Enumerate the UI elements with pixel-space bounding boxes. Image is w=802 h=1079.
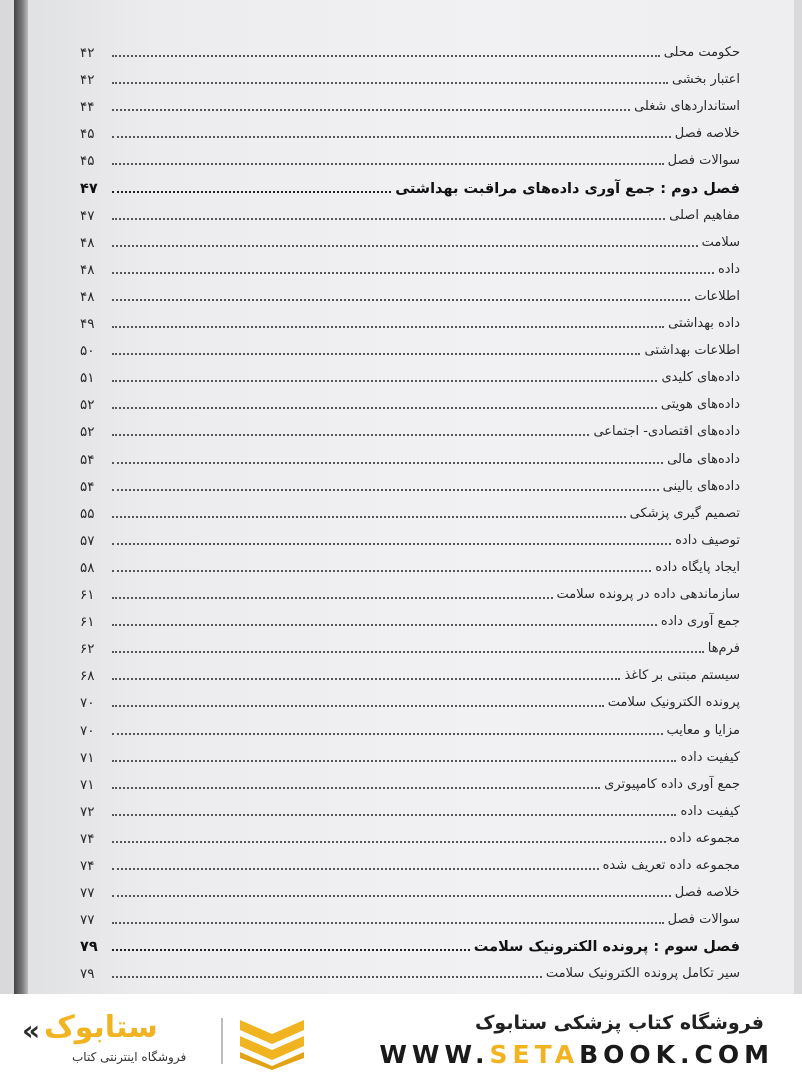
toc-page-number: ۵۴ xyxy=(80,451,95,468)
toc-leader xyxy=(112,515,626,518)
toc-row xyxy=(80,415,744,441)
toc-page-number: ۷۱ xyxy=(80,776,95,793)
toc-title: مجموعه داده تعریف شده xyxy=(602,858,740,873)
toc-row xyxy=(80,957,744,983)
toc-title: مزایا و معایب xyxy=(666,722,740,738)
toc-leader xyxy=(112,190,391,193)
book-stack-icon xyxy=(236,1016,308,1070)
toc-leader xyxy=(112,786,600,789)
toc-page-number: ۵۲ xyxy=(80,424,95,441)
toc-page-number: ۶۱ xyxy=(80,587,95,603)
toc-page-number: ۵۲ xyxy=(80,397,95,414)
store-name: فروشگاه کتاب پزشکی ستابوک xyxy=(474,1012,764,1034)
toc-row xyxy=(80,714,744,740)
toc-row xyxy=(80,822,744,848)
toc-leader xyxy=(112,488,659,491)
toc-leader xyxy=(112,162,664,165)
toc-row xyxy=(80,280,744,306)
toc-page-number: ۴۷ xyxy=(80,207,95,224)
toc-title: اطلاعات بهداشتی xyxy=(644,343,740,359)
toc-row xyxy=(80,361,744,387)
toc-chapter-row xyxy=(80,172,744,198)
toc-row xyxy=(80,334,744,360)
toc-page-number: ۷۱ xyxy=(80,749,95,766)
toc-leader xyxy=(112,325,664,328)
toc-leader xyxy=(112,108,630,111)
toc-title: استانداردهای شغلی xyxy=(634,99,740,115)
toc-title: کیفیت داده xyxy=(680,803,740,819)
toc-leader xyxy=(112,461,663,464)
toc-title: سوالات فصل xyxy=(667,153,740,169)
toc-row xyxy=(80,307,744,333)
toc-leader xyxy=(112,433,589,436)
toc-title: ایجاد پایگاه داده xyxy=(655,559,740,575)
toc-title: فرم‌ها xyxy=(707,641,740,657)
url-accent: SETA xyxy=(489,1040,580,1069)
toc-leader xyxy=(112,379,657,382)
toc-leader xyxy=(112,352,640,355)
toc-leader xyxy=(112,948,470,951)
toc-row xyxy=(80,199,744,225)
logo-text: ستابوک xyxy=(44,1010,158,1045)
toc-page-number: ۴۲ xyxy=(80,45,95,61)
toc-leader xyxy=(112,732,663,735)
toc-row xyxy=(80,226,744,252)
toc-row xyxy=(80,63,744,89)
toc-title: سیستم مبتنی بر کاغذ xyxy=(624,668,740,684)
store-footer xyxy=(0,994,802,1079)
toc-title: فصل سوم : پرونده الکترونیک سلامت xyxy=(473,939,740,956)
toc-row xyxy=(80,470,744,496)
toc-title: جمع آوری داده کامپیوتری xyxy=(604,776,740,792)
page-binding-edge xyxy=(14,0,28,994)
toc-row xyxy=(80,90,744,116)
toc-row xyxy=(80,497,744,523)
toc-row xyxy=(80,36,744,62)
toc-title: جمع آوری داده xyxy=(660,614,740,630)
toc-title: اطلاعات xyxy=(694,288,740,304)
toc-leader xyxy=(112,813,676,816)
toc-leader xyxy=(112,298,690,301)
toc-page-number: ۷۷ xyxy=(80,912,95,929)
toc-page-number: ۷۰ xyxy=(80,722,95,739)
toc-row xyxy=(80,659,744,685)
toc-leader xyxy=(112,704,604,707)
toc-title: مفاهیم اصلی xyxy=(669,207,740,223)
toc-chapter-row xyxy=(80,930,744,956)
toc-page-number: ۷۷ xyxy=(80,885,95,902)
toc-row xyxy=(80,768,744,794)
toc-title: اعتبار بخشی xyxy=(671,72,740,88)
toc-page-number: ۶۸ xyxy=(80,668,95,685)
toc-leader xyxy=(112,867,599,870)
toc-page-number: ۷۰ xyxy=(80,695,95,712)
toc-title: فصل دوم : جمع آوری داده‌های مراقبت بهداشتی xyxy=(395,180,740,197)
toc-row xyxy=(80,741,744,767)
logo-divider xyxy=(221,1018,223,1064)
toc-leader xyxy=(112,569,651,572)
toc-leader xyxy=(112,542,671,545)
toc-leader xyxy=(112,650,704,653)
toc-title: کیفیت داده xyxy=(680,749,740,765)
toc-leader xyxy=(112,244,698,247)
toc-row xyxy=(80,117,744,143)
toc-leader xyxy=(112,975,542,978)
toc-row xyxy=(80,632,744,658)
toc-row xyxy=(80,144,744,170)
toc-page-number: ۵۱ xyxy=(80,370,95,387)
toc-row xyxy=(80,903,744,929)
toc-page-number: ۷۴ xyxy=(80,858,95,874)
toc-title: داده‌های کلیدی xyxy=(661,370,740,386)
toc-page-number: ۷۴ xyxy=(80,830,95,847)
toc-page-number: ۴۸ xyxy=(80,288,95,305)
toc-row xyxy=(80,578,744,604)
toc-row xyxy=(80,443,744,469)
toc-leader xyxy=(112,271,714,274)
toc-row xyxy=(80,253,744,279)
toc-title: سیر تکامل پرونده الکترونیک سلامت xyxy=(545,966,740,982)
toc-page-number: ۷۲ xyxy=(80,803,95,820)
toc-page-number: ۴۵ xyxy=(80,153,95,170)
toc-title: خلاصه فصل xyxy=(674,126,740,142)
toc-row xyxy=(80,849,744,875)
toc-page-number: ۵۴ xyxy=(80,478,95,495)
toc-page-number: ۵۰ xyxy=(80,343,95,360)
toc-leader xyxy=(112,596,553,599)
toc-page-number: ۴۴ xyxy=(80,99,95,116)
toc-page-number: ۵۵ xyxy=(80,505,95,522)
toc-page-number: ۶۲ xyxy=(80,641,95,658)
url-suffix: BOOK.COM xyxy=(579,1040,774,1069)
toc-leader xyxy=(112,840,666,843)
toc-row xyxy=(80,551,744,577)
toc-row xyxy=(80,388,744,414)
store-url[interactable] xyxy=(379,1040,774,1069)
toc-page-number: ۴۸ xyxy=(80,234,95,251)
toc-title: داده‌های بالینی xyxy=(662,478,740,494)
logo-chevrons-icon: « xyxy=(22,1014,41,1047)
toc-title: داده‌های هویتی xyxy=(660,397,740,413)
toc-page-number: ۴۲ xyxy=(80,72,95,89)
toc-title: داده‌های اقتصادی- اجتماعی xyxy=(593,424,740,440)
toc-title: سوالات فصل xyxy=(667,912,740,928)
toc-leader xyxy=(112,921,664,924)
toc-row xyxy=(80,876,744,902)
toc-leader xyxy=(112,54,660,57)
toc-title: داده بهداشتی xyxy=(668,316,740,331)
toc-page-number: ۵۸ xyxy=(80,559,95,576)
toc-leader xyxy=(112,81,668,84)
toc-leader xyxy=(112,135,671,138)
toc-title: خلاصه فصل xyxy=(674,885,740,901)
toc-row xyxy=(80,795,744,821)
toc-row xyxy=(80,524,744,550)
toc-page-number: ۷۹ xyxy=(80,939,98,956)
toc-leader xyxy=(112,406,657,409)
toc-title: حکومت محلی xyxy=(663,45,740,60)
url-prefix: WWW. xyxy=(379,1040,490,1069)
toc-title: سازماندهی داده در پرونده سلامت xyxy=(556,587,740,602)
toc-page-number: ۴۸ xyxy=(80,261,95,278)
toc-page-number: ۵۷ xyxy=(80,532,95,549)
toc-leader xyxy=(112,217,665,220)
toc-leader xyxy=(112,623,657,626)
toc-row xyxy=(80,686,744,712)
toc-page-number: ۷۹ xyxy=(80,966,95,983)
toc-title: توصیف داده xyxy=(675,532,740,548)
logo-subtitle: فروشگاه اینترنتی کتاب xyxy=(72,1050,187,1064)
toc-leader xyxy=(112,759,676,762)
toc-leader xyxy=(112,894,671,897)
book-page xyxy=(14,0,794,994)
toc-leader xyxy=(112,677,620,680)
toc-page-number: ۴۵ xyxy=(80,126,95,143)
toc-page-number: ۴۹ xyxy=(80,316,95,332)
toc-row xyxy=(80,605,744,631)
toc-title: مجموعه داده xyxy=(669,830,740,846)
toc-page-number: ۴۷ xyxy=(80,180,98,197)
toc-title: داده‌های مالی xyxy=(667,451,740,467)
toc-page-number: ۶۱ xyxy=(80,614,95,631)
toc-title: سلامت xyxy=(701,234,740,250)
toc-title: تصمیم گیری پزشکی xyxy=(629,505,740,521)
toc-title: داده xyxy=(717,261,740,277)
toc-title: پرونده الکترونیک سلامت xyxy=(607,695,740,711)
